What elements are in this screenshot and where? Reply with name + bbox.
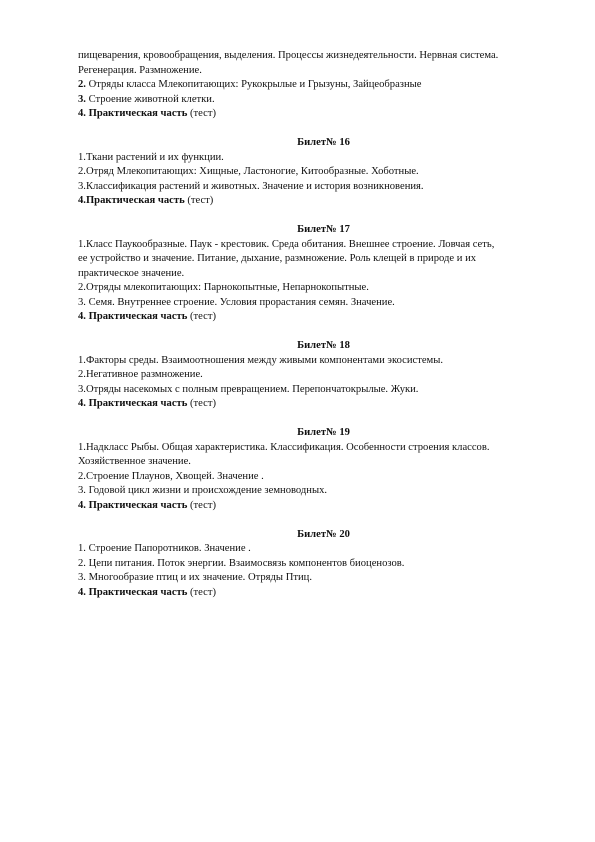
intro-block <box>78 49 555 122</box>
practical-part <box>78 586 555 601</box>
question-text: Строение животной клетки. <box>85 93 215 105</box>
text-line: Регенерация. Размножение. <box>78 64 202 76</box>
practical-note: (тест) <box>187 311 216 322</box>
question-2 <box>78 78 555 93</box>
practical-part <box>78 107 555 122</box>
question-line: 3. Многообразие птиц и их значение. Отряды Птиц. <box>78 572 312 583</box>
question-text: Отряды класса Млекопитающих: Рукокрылые и Грызуны, Зайцеобразные <box>85 79 422 90</box>
question-line: 3. Семя. Внутреннее строение. Условия прорастания семян. Значение. <box>78 296 395 308</box>
ticket-title: Билет№ 16 <box>297 137 350 148</box>
question-line: 3.Классификация растений и животных. Значение и история возникновения. <box>78 180 424 192</box>
question-3 <box>78 93 555 108</box>
question-line: 2. Цепи питания. Поток энергии. Взаимосвязь компонентов биоценозов. <box>78 557 405 569</box>
question-line: 3. Годовой цикл жизни и происхождение земноводных. <box>78 485 328 496</box>
ticket-title: Билет№ 20 <box>297 528 350 540</box>
practical-label: 4. Практическая часть <box>78 311 188 322</box>
practical-note: (тест) <box>184 195 214 206</box>
question-number: 3. <box>78 93 86 105</box>
practical-label: 4. Практическая часть <box>78 586 188 598</box>
ticket-20 <box>78 528 555 601</box>
question-line: 1.Факторы среды. Взаимоотношения между живыми компонентами экосистемы. <box>78 354 444 366</box>
practical-label: 4. Практическая часть <box>78 398 188 409</box>
practical-note: (тест) <box>187 586 216 598</box>
practical-label: 4. Практическая часть <box>78 499 188 511</box>
practical-label: 4.Практическая часть <box>78 195 185 206</box>
question-number: 2. <box>78 79 86 90</box>
ticket-title: Билет№ 18 <box>297 340 350 351</box>
ticket-16 <box>78 136 555 209</box>
question-line: 2.Негативное размножение. <box>78 369 203 380</box>
question-line: Хозяйственное значение. <box>78 456 191 467</box>
question-line: 1.Надкласс Рыбы. Общая характеристика. Классификация. Особенности строения классов. <box>78 441 490 453</box>
ticket-title: Билет№ 17 <box>297 224 350 235</box>
question-line: ее устройство и значение. Питание, дыхание, размножение. Роль клещей в природе и их <box>78 253 477 264</box>
question-line: 1.Ткани растений и их функции. <box>78 151 224 163</box>
practical-part <box>78 194 555 209</box>
practical-part <box>78 499 555 514</box>
practical-note: (тест) <box>187 499 216 511</box>
ticket-17 <box>78 223 555 325</box>
question-line: 2.Строение Плаунов, Хвощей. Значение . <box>78 470 264 482</box>
ticket-19 <box>78 426 555 513</box>
question-line: 1. Строение Папоротников. Значение . <box>78 543 251 554</box>
text-line: пищеварения, кровообращения, выделения. Процессы жизнедеятельности. Нервная система. <box>78 50 499 61</box>
ticket-18 <box>78 339 555 412</box>
ticket-title: Билет№ 19 <box>297 427 350 438</box>
question-line: 3.Отряды насекомых с полным превращением. Перепончатокрылые. Жуки. <box>78 383 419 395</box>
practical-label: 4. Практическая часть <box>78 108 188 119</box>
practical-note: (тест) <box>187 398 216 409</box>
practical-note: (тест) <box>187 108 216 119</box>
question-line: практическое значение. <box>78 267 185 279</box>
question-line: 1.Класс Паукообразные. Паук - крестовик. Среда обитания. Внешнее строение. Ловчая сеть, <box>78 238 495 250</box>
question-line: 2.Отряд Млекопитающих: Хищные, Ластоногие, Китообразные. Хоботные. <box>78 166 419 177</box>
question-line: 2.Отряды млекопитающих: Парнокопытные, Непарнокопытные. <box>78 282 369 293</box>
practical-part <box>78 310 555 325</box>
practical-part <box>78 397 555 412</box>
